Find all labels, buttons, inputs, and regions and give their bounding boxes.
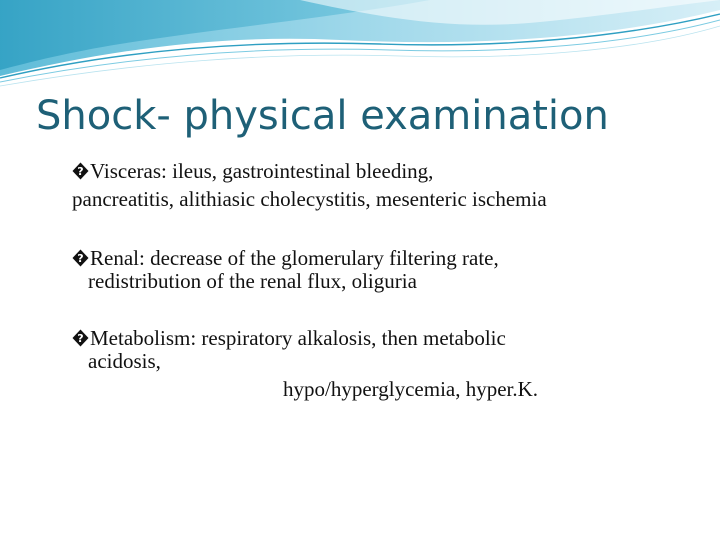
bullet-2-line-2: redistribution of the renal flux, oliguria: [88, 269, 417, 293]
svg-text:?: ?: [77, 332, 84, 345]
bullet-1-line-2: pancreatitis, alithiasic cholecystitis, mesenteric ischemia: [72, 187, 547, 211]
bullet-1-line-1: ? Visceras: ileus, gastrointestinal bleeding,: [72, 159, 433, 183]
replacement-character-icon: [72, 162, 89, 180]
slide-title: Shock- physical examination: [36, 93, 609, 139]
replacement-character-icon: [72, 329, 89, 347]
bullet-3-line-3: hypo/hyperglycemia, hyper.K.: [283, 377, 539, 401]
bullet-2-line-1: ? Renal: decrease of the glomerulary filtering rate,: [72, 246, 499, 270]
bullet-3-line-1: ? Metabolism: respiratory alkalosis, then metabolic: [72, 326, 506, 350]
svg-text:?: ?: [77, 165, 84, 178]
replacement-character-icon: [72, 249, 89, 267]
bullet-3-line-2: acidosis,: [88, 349, 161, 373]
svg-text:?: ?: [77, 252, 84, 265]
